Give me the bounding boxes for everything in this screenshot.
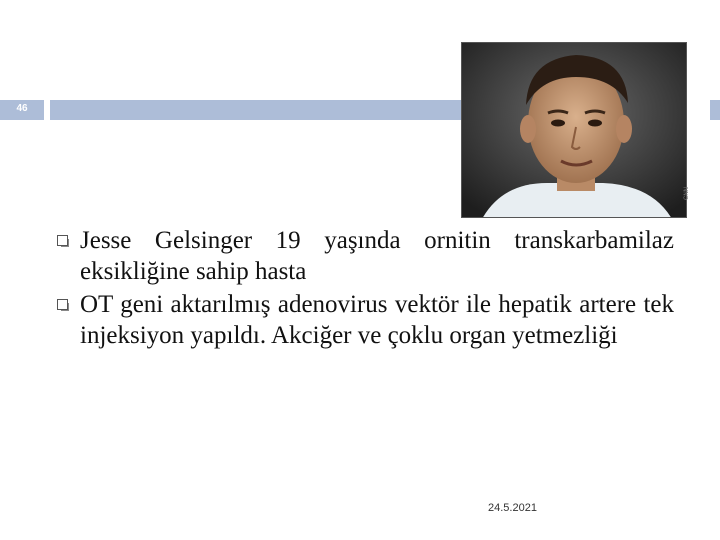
bullet-list	[80, 225, 674, 353]
bullet-text: OT geni aktarılmış adenovirus vektör ile hepatik artere tek injeksiyon yapıldı. Akciğer ve çoklu organ yetmezliği	[80, 291, 674, 349]
bullet-item	[80, 289, 674, 351]
bullet-text: Jesse Gelsinger 19 yaşında ornitin transkarbamilaz eksikliğine sahip hasta	[80, 227, 674, 285]
bullet-item	[80, 225, 674, 287]
checkbox-bullet-icon	[57, 235, 68, 246]
slide-date: 24.5.2021	[488, 502, 537, 514]
checkbox-bullet-icon	[57, 299, 68, 310]
portrait-photo	[461, 42, 687, 218]
slide-number: 46	[16, 103, 28, 114]
header-bar-middle	[50, 100, 463, 120]
header-bar-right	[710, 100, 720, 120]
photo-credit: CNN	[684, 187, 690, 200]
